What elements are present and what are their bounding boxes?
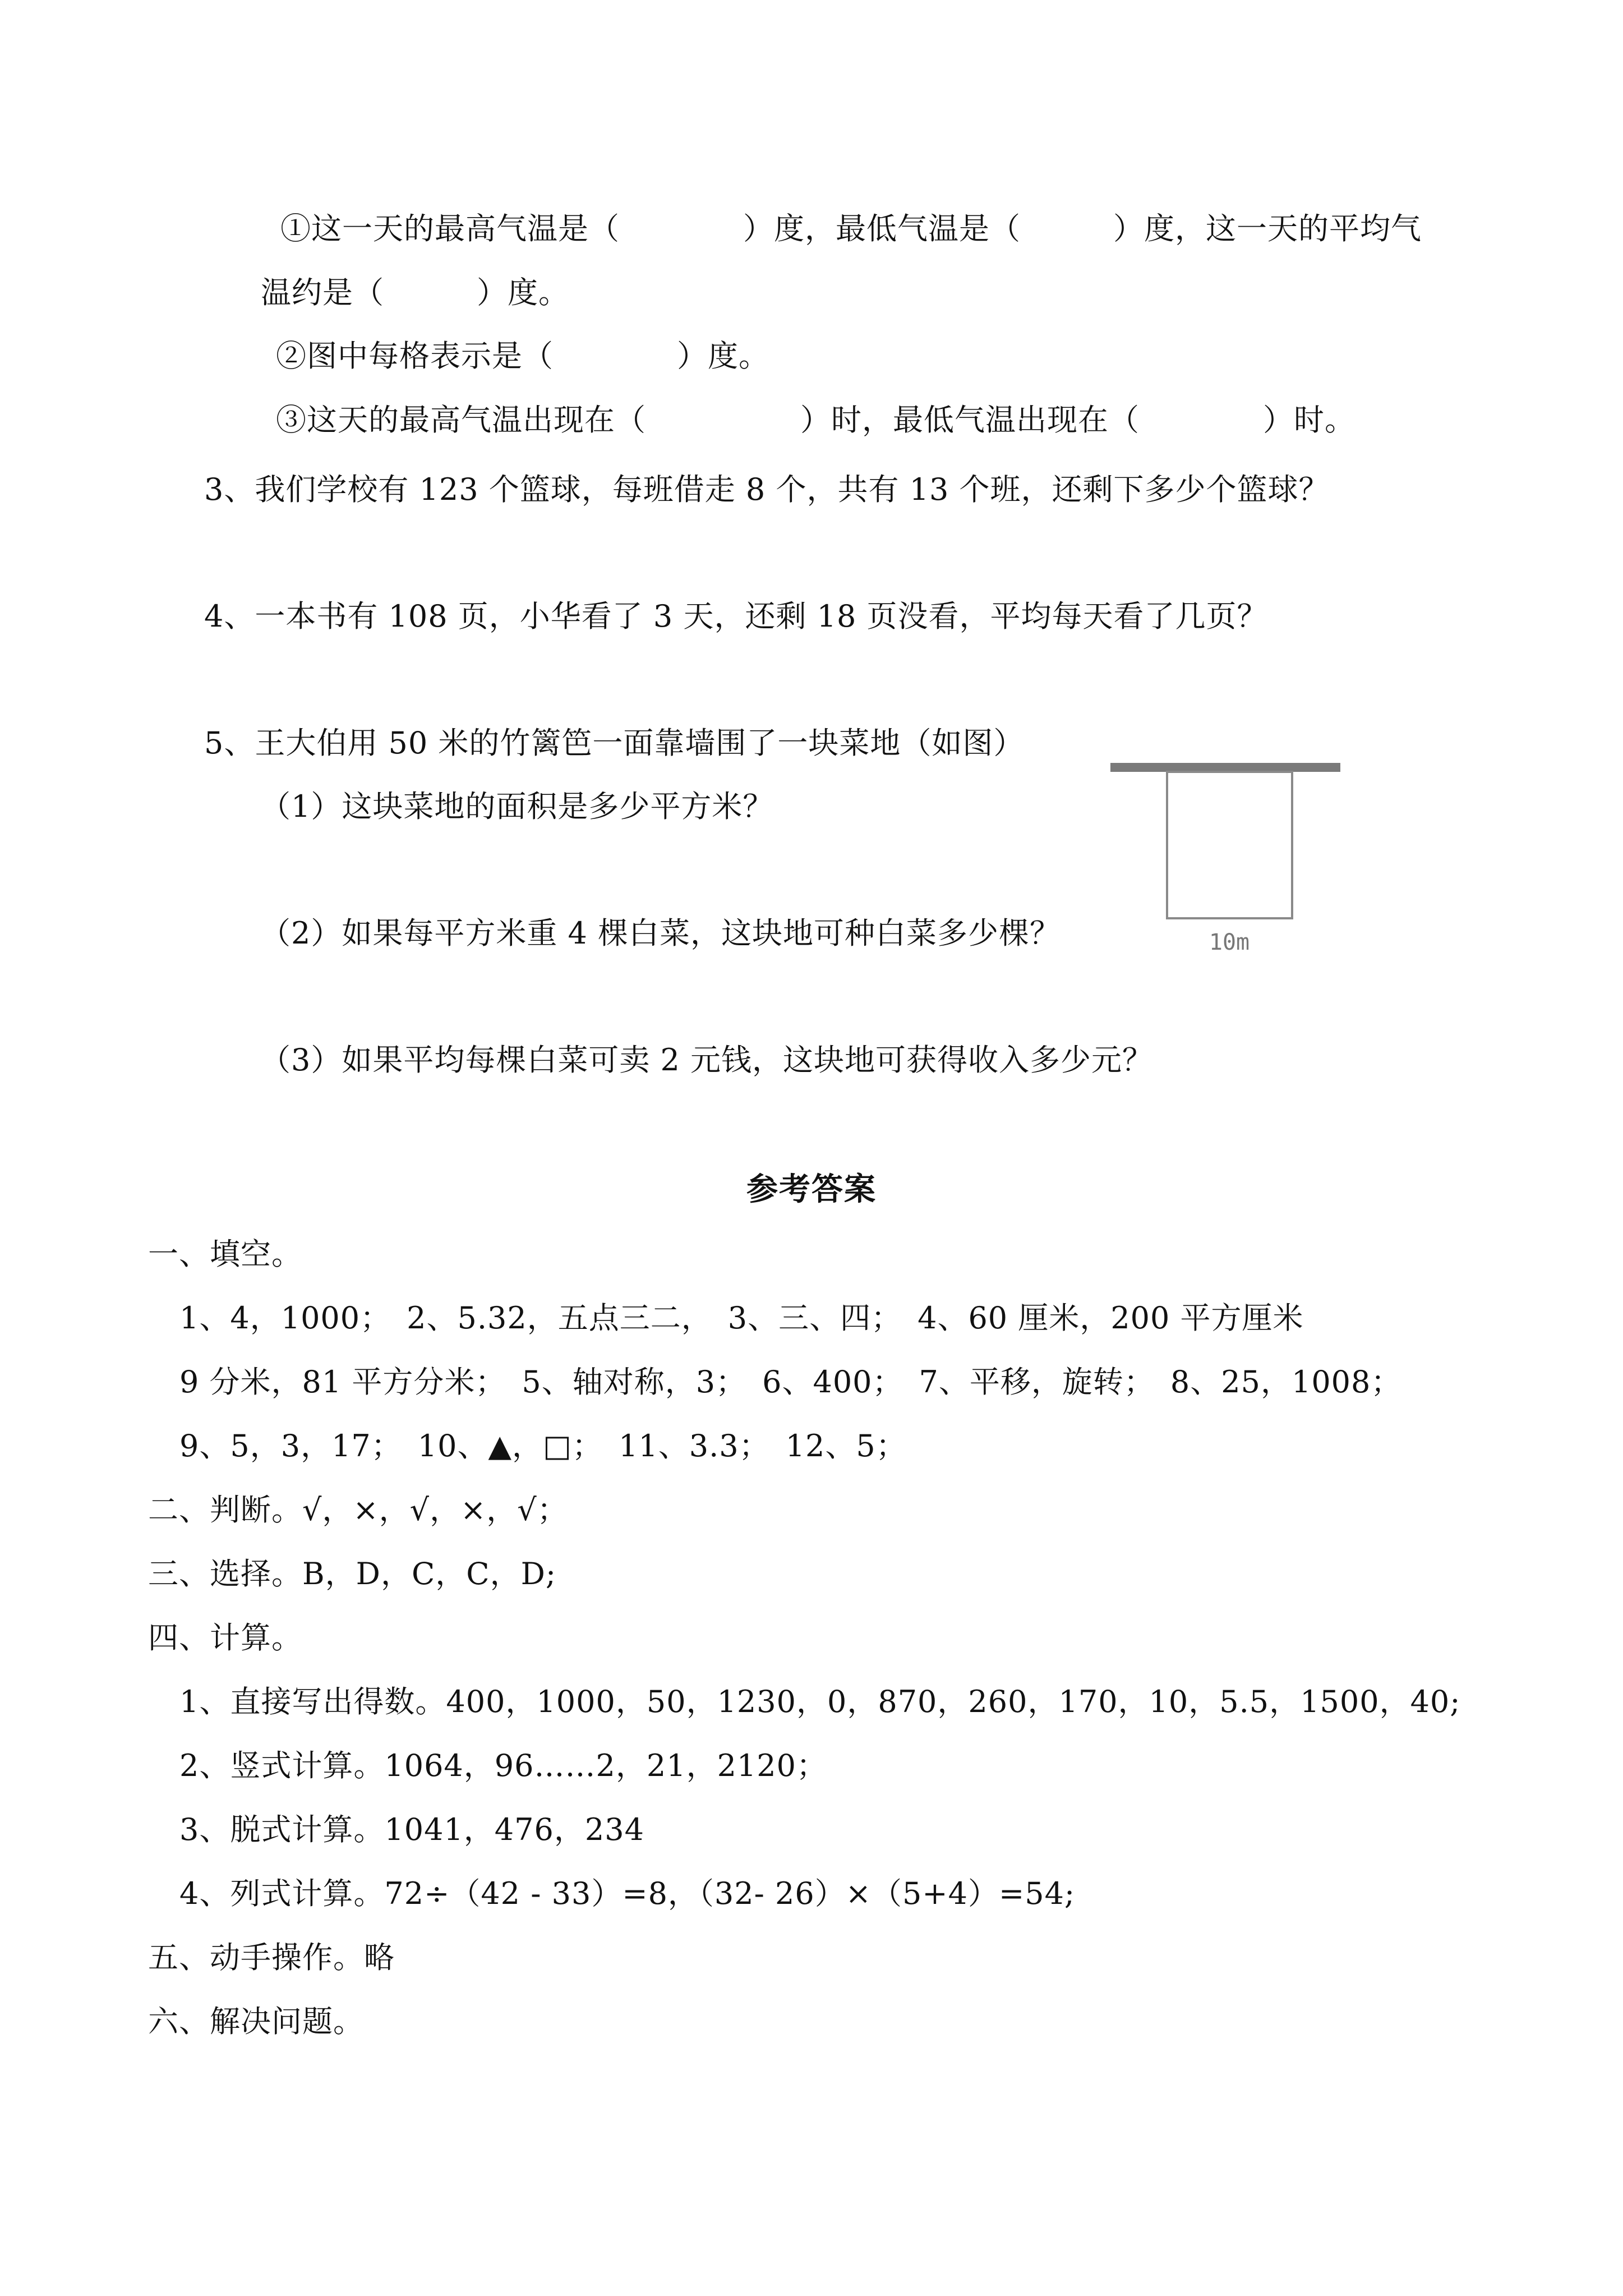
question-5-sub-3: （3）如果平均每棵白菜可卖 2 元钱，这块地可获得收入多少元？ (260, 1042, 1154, 1078)
question-4: 4、一本书有 108 页，小华看了 3 天，还剩 18 页没看，平均每天看了几页？ (204, 599, 1268, 634)
question-5-sub-1: （1）这块菜地的面积是多少平方米？ (260, 789, 774, 824)
vegetable-plot-diagram (1099, 752, 1352, 965)
answers-section-1-line-3: 9、5，3，17； 10、▲，□； 11、3.3； 12、5； (179, 1428, 907, 1464)
answers-section-3: 三、选择。B，D，C，C，D; (148, 1556, 557, 1591)
question-5-sub-2: （2）如果每平方米重 4 棵白菜，这块地可种白菜多少棵？ (260, 915, 1061, 951)
answers-section-2: 二、判断。√，×，√，×，√； (148, 1492, 568, 1527)
question-2-sub-2: ②图中每格表示是（ ）度。 (276, 338, 769, 374)
question-5: 5、王大伯用 50 米的竹篱笆一面靠墙围了一块菜地（如图） (204, 725, 1025, 761)
answers-section-1-line-2: 9 分米，81 平方分米； 5、轴对称，3； 6、400； 7、平移，旋转； 8、25，1008； (179, 1364, 1402, 1400)
answers-section-4-heading: 四、计算。 (148, 1620, 302, 1655)
answers-section-4-line-1: 1、直接写出得数。400，1000，50，1230，0，870，260，170，10，5.5，1500，40; (179, 1684, 1461, 1719)
vegetable-plot-figure (1099, 752, 1352, 965)
answers-section-1-line-1: 1、4，1000； 2、5.32，五点三二， 3、三、四； 4、60 厘米，200 平方厘米 (179, 1300, 1304, 1336)
answer-key-title: 参考答案 (746, 1171, 877, 1208)
question-2-sub-1-line-1: ①这一天的最高气温是（ ）度，最低气温是（ ）度，这一天的平均气 (280, 211, 1422, 246)
question-2-sub-1-line-2: 温约是（ ）度。 (261, 275, 569, 310)
answers-section-5: 五、动手操作。略 (148, 1940, 395, 1975)
question-3: 3、我们学校有 123 个篮球，每班借走 8 个，共有 13 个班，还剩下多少个篮球？ (204, 472, 1330, 507)
question-2-sub-3: ③这天的最高气温出现在（ ）时，最低气温出现在（ ）时。 (276, 402, 1355, 438)
wall (1110, 763, 1340, 772)
answers-section-1-heading: 一、填空。 (148, 1236, 302, 1272)
answers-section-4-line-3: 3、脱式计算。1041，476，234 (179, 1812, 644, 1847)
fence-rectangle (1167, 772, 1292, 918)
answers-section-4-line-2: 2、竖式计算。1064，96……2，21，2120； (179, 1748, 827, 1783)
answers-section-6: 六、解决问题。 (148, 2004, 364, 2039)
width-label: 10m (1209, 930, 1250, 955)
answers-section-4-line-4: 4、列式计算。72÷（42 - 33）=8，（32- 26）×（5+4）=54; (179, 1876, 1076, 1911)
